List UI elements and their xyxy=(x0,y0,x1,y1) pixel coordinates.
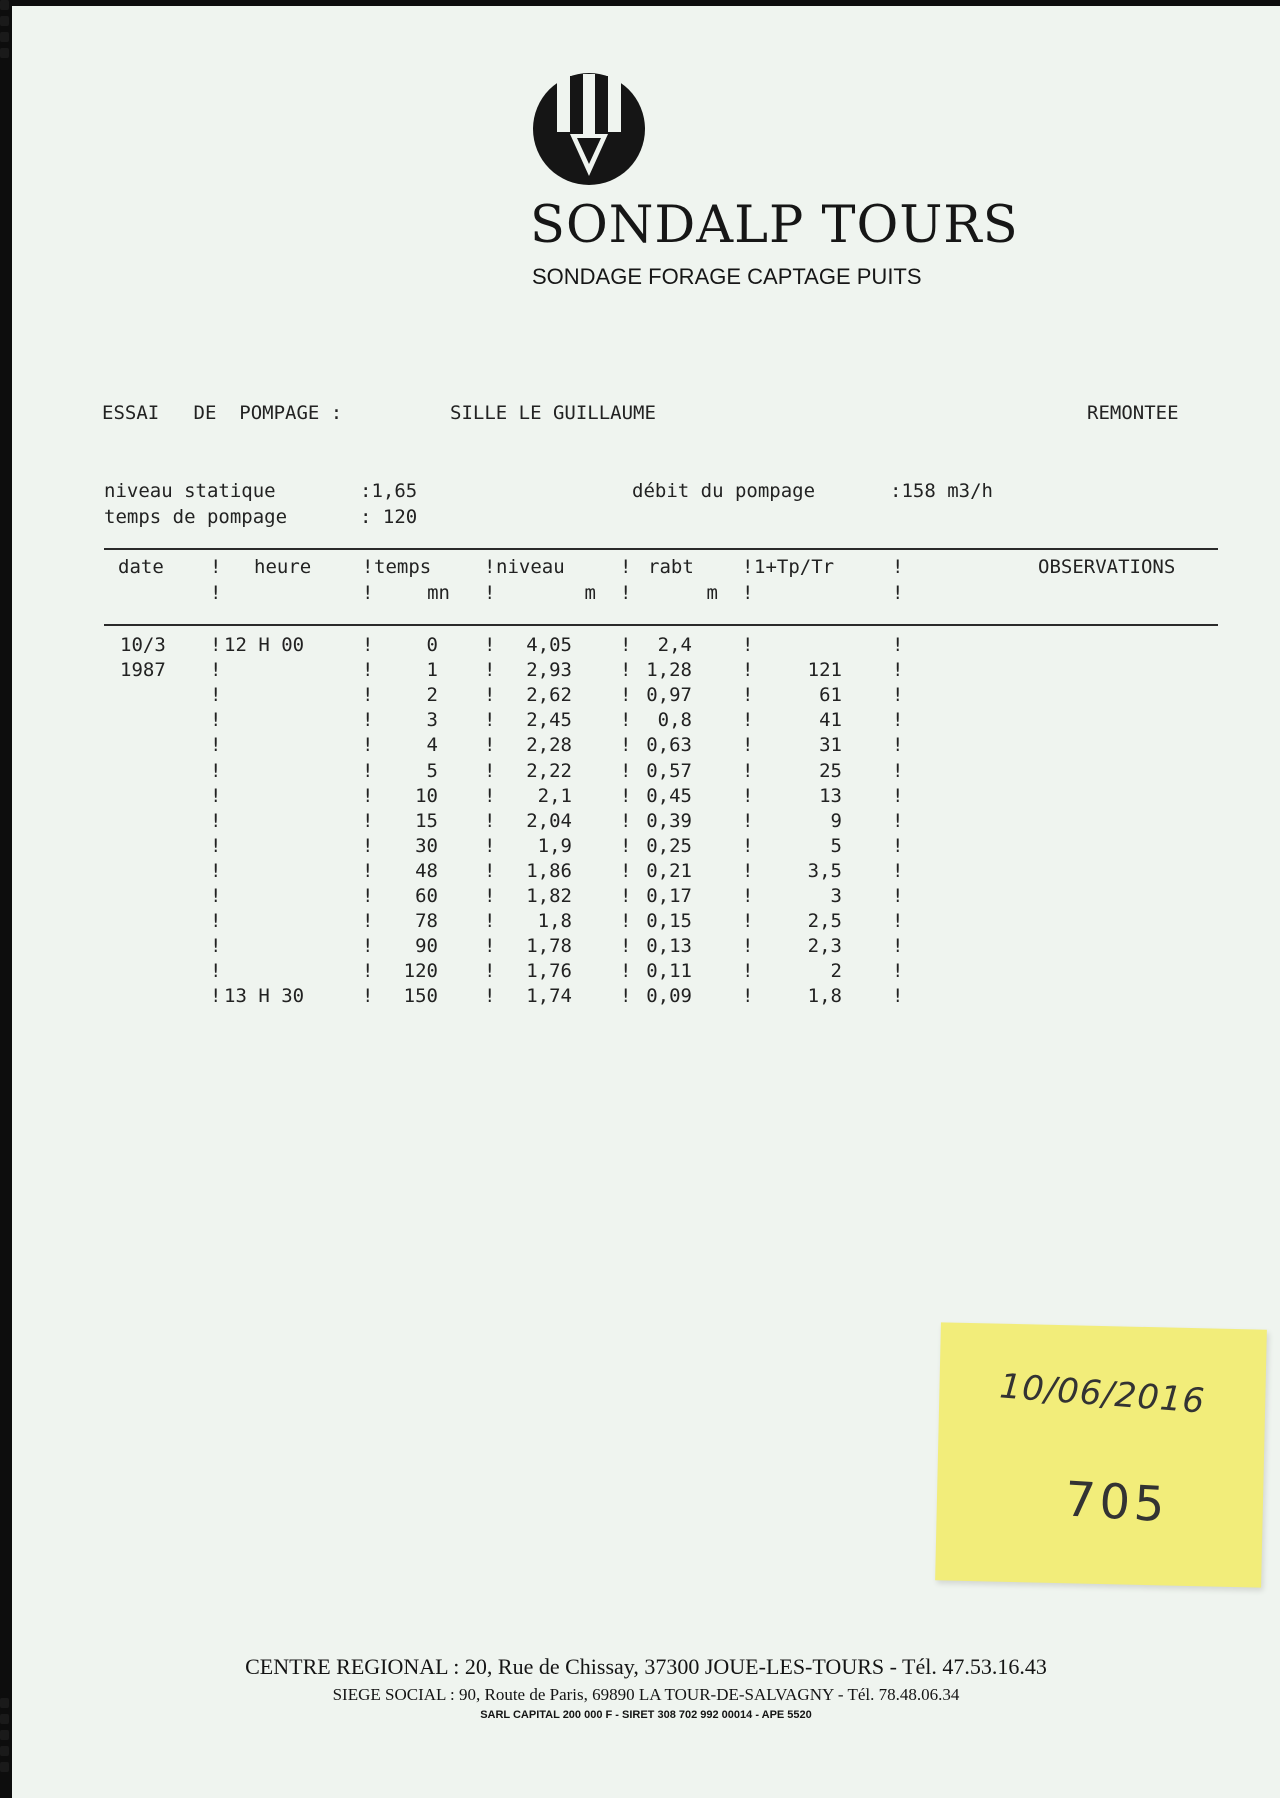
column-separator: ! xyxy=(892,709,904,731)
column-separator: ! xyxy=(892,659,904,681)
column-separator: ! xyxy=(620,760,632,782)
cell-rabt: 0,15 xyxy=(646,910,692,932)
cell-niveau: 2,04 xyxy=(526,810,572,832)
column-separator: ! xyxy=(620,860,632,882)
column-separator: ! xyxy=(620,985,632,1007)
cell-temps: 90 xyxy=(415,935,438,957)
column-separator: ! xyxy=(892,860,904,882)
column-separator: ! xyxy=(620,960,632,982)
column-separator: ! xyxy=(210,935,222,957)
column-separator: ! xyxy=(742,935,754,957)
column-separator: ! xyxy=(892,810,904,832)
column-separator: ! xyxy=(362,709,374,731)
column-separator: ! xyxy=(620,709,632,731)
company-logo-icon xyxy=(532,72,646,186)
header-niveau: niveau xyxy=(496,556,565,578)
column-separator: ! xyxy=(742,885,754,907)
cell-rabt: 0,63 xyxy=(646,734,692,756)
column-separator: ! xyxy=(210,960,222,982)
header-heure: heure xyxy=(254,556,312,578)
column-separator: ! xyxy=(484,835,496,857)
cell-rabt: 0,45 xyxy=(646,785,692,807)
cell-ratio: 1,8 xyxy=(807,985,842,1007)
cell-rabt: 0,13 xyxy=(646,935,692,957)
column-separator: ! xyxy=(620,659,632,681)
footer-legal-info: SARL CAPITAL 200 000 F - SIRET 308 702 992 00014 - APE 5520 xyxy=(480,1709,812,1721)
column-separator: ! xyxy=(892,835,904,857)
column-separator: ! xyxy=(892,785,904,807)
column-separator: ! xyxy=(484,760,496,782)
column-separator: ! xyxy=(362,760,374,782)
cell-temps: 120 xyxy=(403,960,438,982)
cell-rabt: 0,57 xyxy=(646,760,692,782)
column-separator: ! xyxy=(362,734,374,756)
cell-ratio: 3,5 xyxy=(807,860,842,882)
cell-heure: 13 H 30 xyxy=(224,985,305,1007)
document-page xyxy=(12,6,1280,1798)
cell-niveau: 2,93 xyxy=(526,659,572,681)
cell-ratio: 121 xyxy=(807,659,842,681)
column-separator: ! xyxy=(742,835,754,857)
column-separator: ! xyxy=(892,935,904,957)
column-separator: ! xyxy=(484,659,496,681)
static-level-value: :1,65 xyxy=(360,480,418,502)
company-name: SONDALP TOURS xyxy=(530,196,1019,255)
cell-temps: 2 xyxy=(426,684,438,706)
column-separator: ! xyxy=(484,582,496,604)
cell-temps: 15 xyxy=(415,810,438,832)
header-rabt: rabt xyxy=(648,556,694,578)
header-date: date xyxy=(118,556,164,578)
column-separator: ! xyxy=(892,760,904,782)
cell-niveau: 1,9 xyxy=(537,835,572,857)
column-separator: ! xyxy=(210,582,222,604)
column-separator: ! xyxy=(362,835,374,857)
cell-temps: 78 xyxy=(415,910,438,932)
column-separator: ! xyxy=(892,910,904,932)
report-title: ESSAI DE POMPAGE : xyxy=(102,402,343,424)
column-separator: ! xyxy=(484,935,496,957)
column-separator: ! xyxy=(210,556,222,578)
column-separator: ! xyxy=(892,556,904,578)
column-separator: ! xyxy=(362,860,374,882)
column-separator: ! xyxy=(742,684,754,706)
column-separator: ! xyxy=(892,582,904,604)
cell-niveau: 2,45 xyxy=(526,709,572,731)
column-separator: ! xyxy=(210,734,222,756)
column-separator: ! xyxy=(210,860,222,882)
cell-ratio: 41 xyxy=(819,709,842,731)
cell-rabt: 0,17 xyxy=(646,885,692,907)
column-separator: ! xyxy=(362,684,374,706)
column-separator: ! xyxy=(742,709,754,731)
column-separator: ! xyxy=(620,810,632,832)
column-separator: ! xyxy=(892,634,904,656)
footer-regional-center: CENTRE REGIONAL : 20, Rue de Chissay, 37300 JOUE-LES-TOURS - Tél. 47.53.16.43 xyxy=(245,1654,1047,1679)
column-separator: ! xyxy=(484,556,496,578)
column-separator: ! xyxy=(742,734,754,756)
cell-niveau: 2,62 xyxy=(526,684,572,706)
footer-head-office: SIEGE SOCIAL : 90, Route de Paris, 69890 LA TOUR-DE-SALVAGNY - Tél. 78.48.06.34 xyxy=(332,1685,960,1704)
flow-label: débit du pompage xyxy=(632,480,816,502)
column-separator: ! xyxy=(620,785,632,807)
cell-ratio: 5 xyxy=(830,835,842,857)
cell-temps: 48 xyxy=(415,860,438,882)
column-separator: ! xyxy=(620,684,632,706)
cell-ratio: 25 xyxy=(819,760,842,782)
column-separator: ! xyxy=(484,960,496,982)
cell-niveau: 4,05 xyxy=(526,634,572,656)
column-separator: ! xyxy=(484,885,496,907)
column-separator: ! xyxy=(210,835,222,857)
column-separator: ! xyxy=(484,985,496,1007)
cell-niveau: 1,82 xyxy=(526,885,572,907)
cell-temps: 4 xyxy=(426,734,438,756)
pumping-time-label: temps de pompage xyxy=(104,506,288,528)
column-separator: ! xyxy=(362,556,374,578)
column-separator: ! xyxy=(892,684,904,706)
column-separator: ! xyxy=(742,810,754,832)
column-separator: ! xyxy=(484,734,496,756)
column-separator: ! xyxy=(484,860,496,882)
unit-niveau: m xyxy=(584,582,596,604)
column-separator: ! xyxy=(362,810,374,832)
cell-ratio: 61 xyxy=(819,684,842,706)
table-top-rule xyxy=(104,548,1218,550)
cell-niveau: 2,28 xyxy=(526,734,572,756)
cell-ratio: 3 xyxy=(830,885,842,907)
test-phase: REMONTEE xyxy=(1087,402,1179,424)
column-separator: ! xyxy=(210,910,222,932)
column-separator: ! xyxy=(620,835,632,857)
cell-rabt: 0,39 xyxy=(646,810,692,832)
column-separator: ! xyxy=(362,910,374,932)
column-separator: ! xyxy=(742,910,754,932)
column-separator: ! xyxy=(620,582,632,604)
column-separator: ! xyxy=(742,634,754,656)
cell-temps: 3 xyxy=(426,709,438,731)
cell-niveau: 1,74 xyxy=(526,985,572,1007)
cell-temps: 30 xyxy=(415,835,438,857)
column-separator: ! xyxy=(484,785,496,807)
pumping-time-value: : 120 xyxy=(360,506,418,528)
cell-rabt: 0,25 xyxy=(646,835,692,857)
column-separator: ! xyxy=(484,910,496,932)
column-separator: ! xyxy=(620,935,632,957)
site-name: SILLE LE GUILLAUME xyxy=(450,402,656,424)
column-separator: ! xyxy=(362,985,374,1007)
column-separator: ! xyxy=(742,860,754,882)
cell-niveau: 1,78 xyxy=(526,935,572,957)
column-separator: ! xyxy=(742,659,754,681)
column-separator: ! xyxy=(742,985,754,1007)
column-separator: ! xyxy=(620,556,632,578)
cell-ratio: 2,3 xyxy=(807,935,842,957)
column-separator: ! xyxy=(892,885,904,907)
header-temps: temps xyxy=(374,556,432,578)
sticky-note-number: 705 xyxy=(1063,1471,1171,1534)
column-separator: ! xyxy=(362,885,374,907)
column-separator: ! xyxy=(362,935,374,957)
column-separator: ! xyxy=(362,582,374,604)
column-separator: ! xyxy=(620,910,632,932)
cell-temps: 1 xyxy=(426,659,438,681)
cell-ratio: 31 xyxy=(819,734,842,756)
column-separator: ! xyxy=(362,785,374,807)
cell-rabt: 0,8 xyxy=(657,709,692,731)
column-separator: ! xyxy=(210,885,222,907)
cell-ratio: 9 xyxy=(830,810,842,832)
column-separator: ! xyxy=(742,960,754,982)
cell-ratio: 2,5 xyxy=(807,910,842,932)
cell-rabt: 0,21 xyxy=(646,860,692,882)
cell-ratio: 2 xyxy=(830,960,842,982)
cell-date: 10/3 xyxy=(120,634,166,656)
header-observations: OBSERVATIONS xyxy=(1038,556,1176,578)
unit-temps: mn xyxy=(427,582,450,604)
cell-niveau: 1,86 xyxy=(526,860,572,882)
cell-rabt: 1,28 xyxy=(646,659,692,681)
column-separator: ! xyxy=(210,709,222,731)
table-header-rule xyxy=(104,624,1218,626)
cell-heure: 12 H 00 xyxy=(224,634,305,656)
cell-temps: 0 xyxy=(426,634,438,656)
cell-niveau: 1,8 xyxy=(537,910,572,932)
company-tagline: SONDAGE FORAGE CAPTAGE PUITS xyxy=(532,264,922,289)
cell-temps: 60 xyxy=(415,885,438,907)
flow-value: :158 m3/h xyxy=(890,480,993,502)
unit-rabt: m xyxy=(706,582,718,604)
cell-temps: 150 xyxy=(403,985,438,1007)
column-separator: ! xyxy=(210,985,222,1007)
column-separator: ! xyxy=(892,985,904,1007)
cell-rabt: 0,11 xyxy=(646,960,692,982)
cell-niveau: 2,1 xyxy=(537,785,572,807)
column-separator: ! xyxy=(484,634,496,656)
column-separator: ! xyxy=(620,885,632,907)
cell-niveau: 1,76 xyxy=(526,960,572,982)
cell-date: 1987 xyxy=(120,659,166,681)
column-separator: ! xyxy=(210,684,222,706)
column-separator: ! xyxy=(210,634,222,656)
cell-rabt: 2,4 xyxy=(657,634,692,656)
cell-ratio: 13 xyxy=(819,785,842,807)
column-separator: ! xyxy=(742,582,754,604)
column-separator: ! xyxy=(362,659,374,681)
column-separator: ! xyxy=(484,810,496,832)
column-separator: ! xyxy=(362,634,374,656)
cell-rabt: 0,97 xyxy=(646,684,692,706)
column-separator: ! xyxy=(742,760,754,782)
column-separator: ! xyxy=(892,960,904,982)
column-separator: ! xyxy=(620,634,632,656)
cell-temps: 5 xyxy=(426,760,438,782)
column-separator: ! xyxy=(742,785,754,807)
cell-temps: 10 xyxy=(415,785,438,807)
cell-niveau: 2,22 xyxy=(526,760,572,782)
column-separator: ! xyxy=(210,785,222,807)
static-level-label: niveau statique xyxy=(104,480,276,502)
column-separator: ! xyxy=(210,659,222,681)
column-separator: ! xyxy=(484,709,496,731)
column-separator: ! xyxy=(362,960,374,982)
column-separator: ! xyxy=(210,810,222,832)
header-ratio: 1+Tp/Tr xyxy=(754,556,835,578)
column-separator: ! xyxy=(892,734,904,756)
cell-rabt: 0,09 xyxy=(646,985,692,1007)
sticky-note xyxy=(935,1322,1267,1587)
sticky-note-date: 10/06/2016 xyxy=(998,1366,1207,1422)
column-separator: ! xyxy=(210,760,222,782)
column-separator: ! xyxy=(484,684,496,706)
column-separator: ! xyxy=(742,556,754,578)
column-separator: ! xyxy=(620,734,632,756)
